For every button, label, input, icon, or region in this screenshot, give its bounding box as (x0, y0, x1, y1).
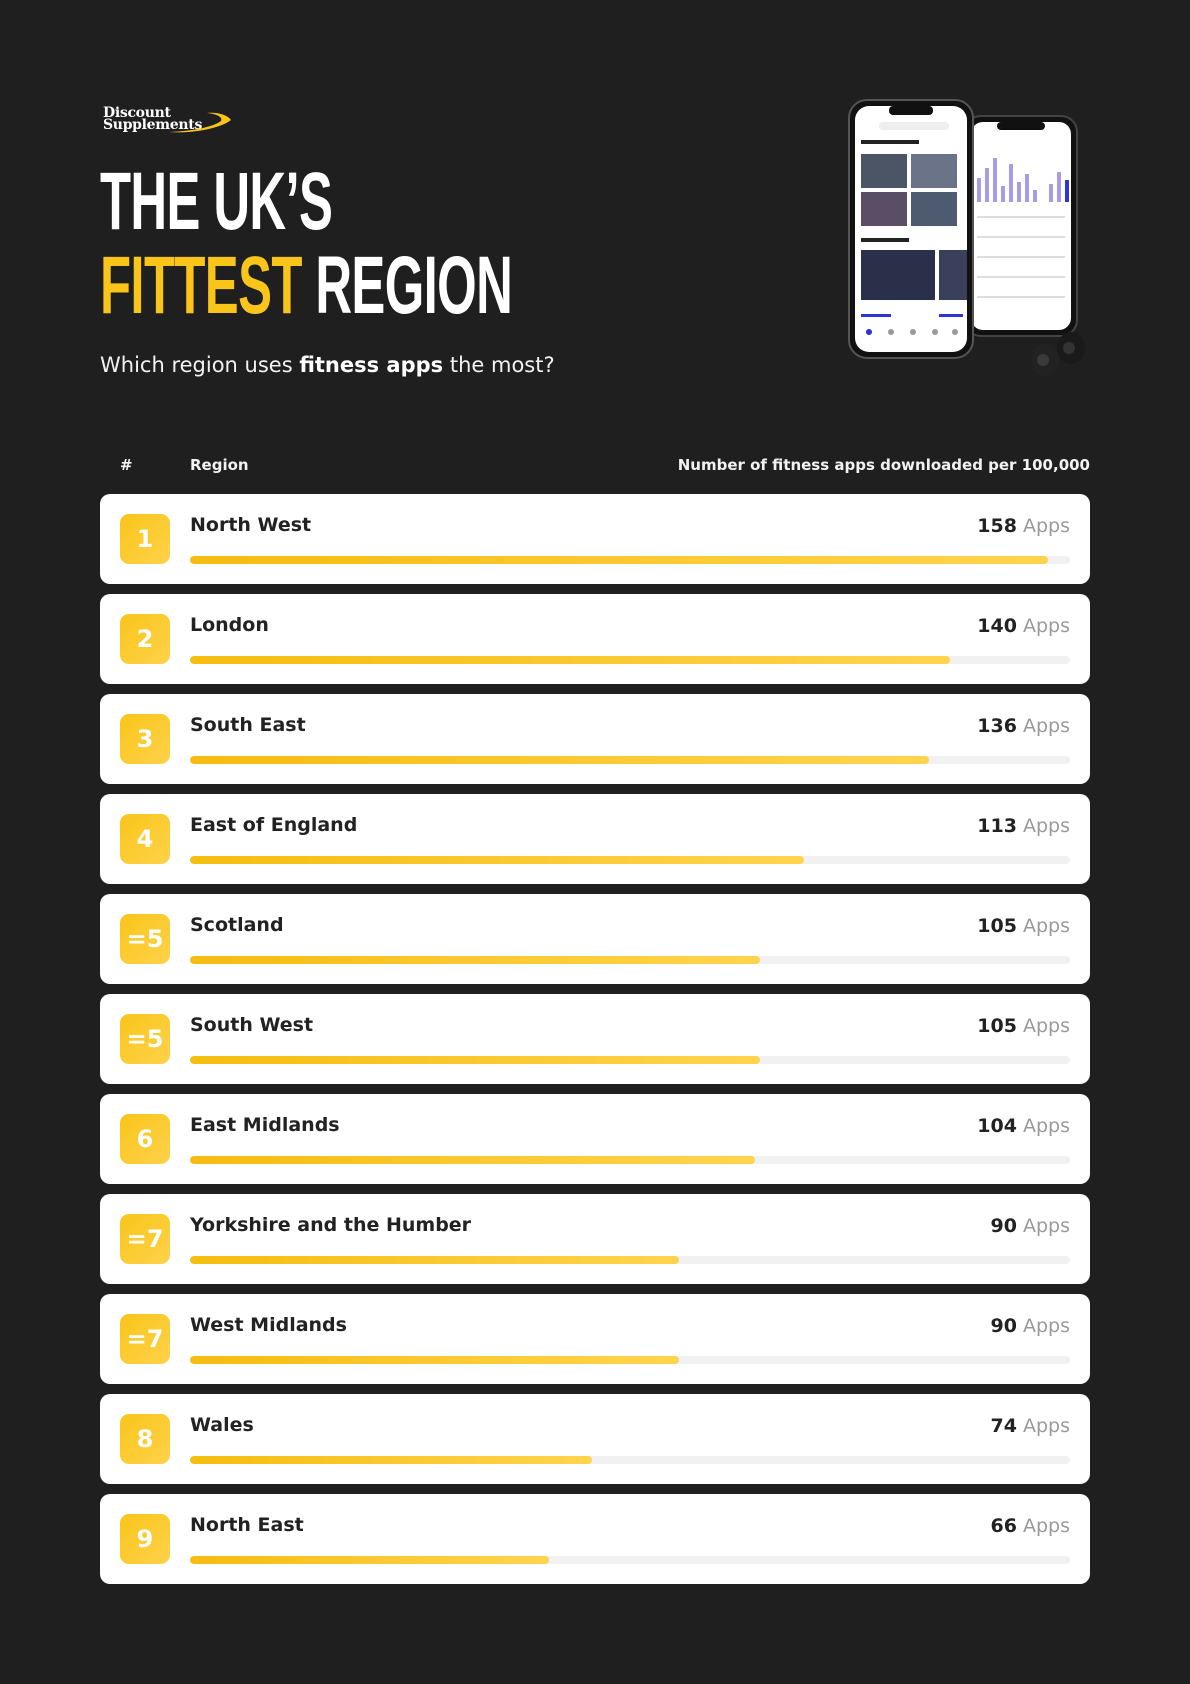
value-label (990, 1415, 1070, 1437)
bar-fill (190, 1356, 679, 1364)
ranking-row (100, 1094, 1090, 1184)
rank-badge: 3 (120, 714, 170, 764)
value-label (977, 915, 1070, 937)
value-label (977, 615, 1070, 637)
value-unit: Apps (1016, 1315, 1070, 1337)
value-label (990, 1515, 1070, 1537)
region-label: Scotland (190, 914, 284, 936)
column-header-value: Number of fitness apps downloaded per 100,000 (677, 456, 1090, 474)
value-number: 90 (990, 1315, 1017, 1337)
page-subtitle (100, 353, 555, 377)
rank-badge: 2 (120, 614, 170, 664)
subtitle-bold: fitness apps (299, 353, 444, 377)
column-header-rank: # (120, 456, 133, 474)
bar-track (190, 656, 1070, 664)
region-label: East of England (190, 814, 358, 836)
bar-fill (190, 556, 1048, 564)
rank-badge: =5 (120, 914, 170, 964)
value-number: 158 (977, 515, 1017, 537)
bar-fill (190, 656, 950, 664)
bar-track (190, 1556, 1070, 1564)
rank-badge: 8 (120, 1414, 170, 1464)
value-label (977, 715, 1070, 737)
value-label (977, 515, 1070, 537)
bar-fill (190, 1456, 592, 1464)
rank-badge: 9 (120, 1514, 170, 1564)
value-number: 66 (990, 1515, 1017, 1537)
title-line-2 (100, 240, 513, 331)
value-unit: Apps (1016, 615, 1070, 637)
value-label (977, 1015, 1070, 1037)
value-number: 104 (977, 1115, 1017, 1137)
ranking-row (100, 794, 1090, 884)
bar-fill (190, 756, 929, 764)
value-unit: Apps (1016, 1515, 1070, 1537)
subtitle-pre: Which region uses (100, 353, 300, 377)
ranking-row (100, 494, 1090, 584)
rank-badge: =7 (120, 1214, 170, 1264)
value-label (990, 1215, 1070, 1237)
brand-line-2: Supplements (103, 117, 203, 133)
page-title (100, 156, 513, 331)
title-rest: REGION (301, 240, 513, 331)
bar-track (190, 856, 1070, 864)
ranking-row (100, 994, 1090, 1084)
ranking-row (100, 1294, 1090, 1384)
bar-track (190, 756, 1070, 764)
region-label: North East (190, 1514, 304, 1536)
region-label: Wales (190, 1414, 254, 1436)
bar-fill (190, 956, 760, 964)
value-unit: Apps (1016, 1115, 1070, 1137)
title-line-1: THE UK’S (100, 156, 333, 247)
bar-fill (190, 856, 804, 864)
ranking-row (100, 894, 1090, 984)
value-label (990, 1315, 1070, 1337)
bar-fill (190, 1256, 679, 1264)
bar-fill (190, 1056, 760, 1064)
ranking-row (100, 594, 1090, 684)
value-unit: Apps (1016, 1015, 1070, 1037)
rank-badge: =5 (120, 1014, 170, 1064)
value-number: 74 (990, 1415, 1017, 1437)
value-unit: Apps (1016, 915, 1070, 937)
bar-fill (190, 1156, 755, 1164)
rank-badge: 6 (120, 1114, 170, 1164)
region-label: South East (190, 714, 306, 736)
subtitle-post: the most? (443, 353, 555, 377)
bar-track (190, 1156, 1070, 1164)
phone-mockup-image (845, 98, 1095, 388)
ranking-row (100, 694, 1090, 784)
value-label (977, 815, 1070, 837)
ranking-list (100, 494, 1090, 1594)
brand-swoosh-icon (163, 110, 235, 138)
bar-track (190, 1056, 1070, 1064)
value-number: 105 (977, 915, 1017, 937)
region-label: North West (190, 514, 312, 536)
region-label: London (190, 614, 269, 636)
title-accent: FITTEST (100, 240, 302, 331)
value-number: 105 (977, 1015, 1017, 1037)
value-number: 113 (977, 815, 1017, 837)
region-label: Yorkshire and the Humber (190, 1214, 472, 1236)
ranking-row (100, 1494, 1090, 1584)
value-number: 136 (977, 715, 1017, 737)
value-unit: Apps (1016, 1215, 1070, 1237)
rank-badge: 4 (120, 814, 170, 864)
brand-logo (103, 106, 243, 136)
column-header-region: Region (190, 456, 249, 474)
region-label: West Midlands (190, 1314, 347, 1336)
bar-track (190, 1456, 1070, 1464)
rank-badge: 1 (120, 514, 170, 564)
bar-track (190, 1356, 1070, 1364)
bar-track (190, 956, 1070, 964)
value-number: 140 (977, 615, 1017, 637)
ranking-row (100, 1194, 1090, 1284)
bar-track (190, 1256, 1070, 1264)
value-unit: Apps (1016, 515, 1070, 537)
value-number: 90 (990, 1215, 1017, 1237)
brand-line-1: Discount (103, 105, 171, 121)
value-unit: Apps (1016, 715, 1070, 737)
bar-fill (190, 1556, 549, 1564)
value-unit: Apps (1016, 1415, 1070, 1437)
region-label: East Midlands (190, 1114, 340, 1136)
bar-track (190, 556, 1070, 564)
value-label (977, 1115, 1070, 1137)
rank-badge: =7 (120, 1314, 170, 1364)
value-unit: Apps (1016, 815, 1070, 837)
region-label: South West (190, 1014, 314, 1036)
ranking-row (100, 1394, 1090, 1484)
